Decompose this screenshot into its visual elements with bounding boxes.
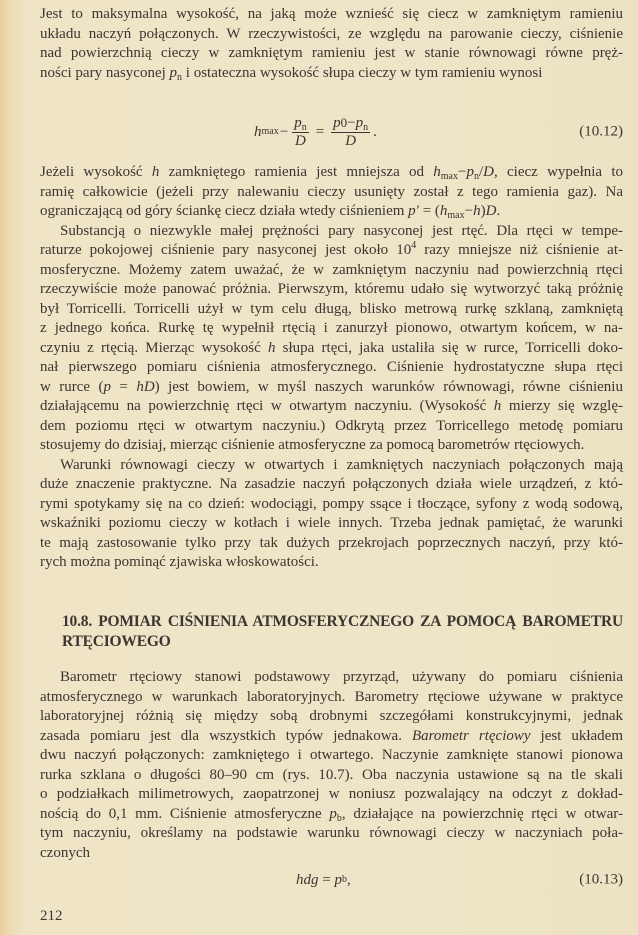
text-line	[40, 319, 623, 339]
paragraph-1	[40, 5, 623, 83]
text-line	[40, 436, 623, 456]
italic-text: h	[267, 339, 276, 356]
text-line	[40, 261, 623, 281]
text-line	[40, 766, 623, 786]
text-line	[40, 688, 623, 708]
paragraph-2	[40, 163, 623, 222]
text-line	[40, 785, 623, 805]
sup-script: 4	[411, 240, 417, 251]
italic-text: h	[439, 203, 448, 219]
text-run: rurka szklana o długości 80–90 cm (rys. 10.7). Oba naczynia ustawione są na tle skali	[40, 766, 623, 783]
eq-fraction	[331, 114, 370, 150]
text-run: razy mniejsze niż ciśnienie at-	[416, 242, 623, 258]
eq-equals: =	[315, 123, 325, 140]
equation-10-12	[40, 110, 623, 154]
sub-script: max	[440, 171, 458, 182]
text-run: dwu naczyń połączonych: zamkniętego i otwartego. Naczynie zamknięte stanowi pionowa	[40, 747, 623, 763]
eq-sub: 0	[340, 115, 348, 130]
text-line	[40, 202, 623, 222]
text-line	[40, 668, 623, 688]
italic-text: p	[103, 378, 111, 395]
sub-script: b	[336, 812, 342, 824]
eq-var: p	[333, 115, 341, 131]
text-line	[40, 417, 623, 437]
text-run: z jednego końca. Rurkę tę wypełnił rtęcią i zanurzył pionowo, otwartym końcem, w na-	[40, 320, 623, 336]
text-run: ograniczającą od góry ściankę ciecz działa wtedy ciśnieniem	[40, 203, 409, 219]
text-line	[40, 534, 623, 554]
text-line	[40, 553, 623, 573]
text-run: tym naczyniu, określamy na podstawie warunku równowagi cieczy w naczyniach poła-	[40, 825, 623, 841]
text-run: i ostateczna wysokość słupa cieczy w tym ramieniu wynosi	[182, 64, 543, 81]
text-run: nością do 0,1 mm. Ciśnienie atmosferyczne	[40, 805, 330, 822]
text-line	[40, 222, 623, 242]
text-line	[40, 805, 623, 825]
text-run: stosujemy do dzisiaj, mierząc ciśnienie atmosferyczne za pomocą barometrów rtęciowych.	[40, 437, 585, 453]
text-line	[40, 824, 623, 844]
text-run: Jeżeli wysokość	[40, 164, 152, 180]
text-line	[40, 300, 623, 320]
text-line	[40, 163, 623, 183]
heading-line: 10.8. POMIAR CIŚNIENIA ATMOSFERYCZNEGO ZA POMOCĄ BAROMETRU	[62, 613, 623, 630]
text-run: rych można pominąć zjawiska włoskowatości.	[40, 554, 319, 570]
text-run: raturze pokojowej ciśnienie pary nasyconej jest około 10	[40, 242, 412, 258]
text-run: rymi spotykamy się na co dzień: wodociągi, pompy ssące i tłoczące, syfony z wodą sodową,	[40, 495, 623, 512]
equation-body: hdg = p b ,	[296, 871, 351, 888]
text-run: = (	[418, 203, 440, 219]
text-run: Jest to maksymalna wysokość, na jaką może wznieść się ciecz w zamkniętym ramieniu	[40, 6, 623, 22]
eq-fraction	[292, 115, 309, 150]
eq-var: hdg	[296, 871, 319, 888]
text-line	[40, 280, 623, 300]
text-run: =	[111, 378, 137, 395]
eq-den: D	[295, 132, 306, 149]
text-run: Warunki równowagi cieczy w otwartych i zamkniętych naczyniach połączonych mają	[60, 456, 623, 473]
text-line	[40, 25, 623, 45]
text-run: , ciecz wypełnia to	[493, 164, 624, 180]
text-run: wskaźniki poziomu cieczy w kotłach i wiele innych. Trzeba jednak pamiętać, że warunki	[40, 515, 623, 531]
equation-10-13	[40, 858, 623, 902]
italic-text: D	[483, 164, 494, 180]
text-run: o podziałkach milimetrowych, zaopatrzonej w noniusz pozwalający na odczyt z dokład-	[40, 786, 623, 802]
italic-text: p	[329, 805, 337, 822]
italic-text: p′	[408, 203, 419, 219]
italic-text: h	[473, 203, 481, 219]
eq-var: p	[294, 114, 302, 131]
text-run: zamkniętego ramienia jest mniejsza od	[159, 164, 434, 180]
text-run: czyniu z rtęcią. Mierząc wysokość	[40, 339, 268, 356]
eq-minus: −	[347, 115, 356, 131]
eq-sub: n	[363, 122, 369, 133]
text-run: mosferyczne. Możemy zatem uważać, że w zamkniętym naczyniu nad powierzchnią rtęci	[40, 261, 623, 278]
text-run: dem poziomu rtęci w otwartym naczyniu.) Odkrytą przez Torricellego metodę pomiaru	[40, 417, 623, 434]
text-run: Substancją o niezwykle małej prężności pary nasyconej jest rtęć. Dla rtęci w tempe-	[60, 222, 623, 239]
eq-den: D	[345, 133, 357, 149]
sub-script: n	[177, 71, 183, 83]
text-run: czonych	[40, 844, 90, 861]
text-line	[40, 358, 623, 378]
text-line	[40, 746, 623, 766]
text-run: Barometr rtęciowy stanowi podstawowy przyrząd, używany do pomiaru ciśnienia	[60, 669, 623, 685]
italic-text: hD	[136, 378, 155, 395]
text-line	[40, 241, 623, 261]
eq-equals: =	[318, 871, 335, 888]
text-line	[40, 64, 623, 84]
text-run: ) jest bowiem, w myśl naszych warunków równowagi, równe ciśnieniu	[154, 378, 623, 395]
italic-text: p	[169, 64, 178, 81]
text-run: ności pary nasyconej	[40, 64, 170, 81]
heading-line: RTĘCIOWEGO	[62, 633, 171, 650]
text-run: w rurce (	[40, 378, 104, 395]
paragraph-5	[40, 668, 623, 863]
text-line	[40, 378, 623, 398]
text-run: .	[496, 203, 501, 219]
text-run: nad powierzchnią cieczy w zamkniętym ramieniu jest w stanie równowagi równe pręż-	[40, 45, 623, 61]
text-run: jest układem	[530, 727, 623, 744]
italic-text: h	[433, 164, 441, 180]
text-run: ramię całkowicie (jeżeli przy nalewaniu cieczy usunięty został z tego ramienia gaz). Na	[40, 183, 623, 200]
text-run: był Torricelli. Torricelli użył w tym celu długą, blisko metrową rurkę szklaną, zamkniętą	[40, 300, 623, 317]
italic-text: D	[485, 203, 497, 219]
text-line	[40, 44, 623, 64]
paragraph-4	[40, 456, 623, 573]
italic-text: p	[466, 164, 474, 180]
text-run: nał pierwszego pomiaru ciśnienia atmosferycznego. Ciśnienie hydrostatyczne słupa rtęci	[40, 359, 623, 375]
text-line	[40, 456, 623, 476]
text-run: duże znaczenie praktyczne. Na zasadzie naczyń połączonych działa wiele urządzeń, z któ-	[40, 476, 623, 492]
eq-var: p	[334, 871, 342, 888]
text-line	[40, 183, 623, 203]
text-line	[40, 495, 623, 515]
section-heading	[62, 612, 623, 652]
text-run: , działające na powierzchnię rtęci w otwar-	[341, 805, 623, 822]
text-run: atmosferycznego w warunkach laboratoryjnych. Barometry rtęciowe używane w praktyce	[40, 688, 623, 705]
text-line	[40, 397, 623, 417]
eq-sub: n	[301, 121, 307, 133]
text-line	[40, 339, 623, 359]
equation-number: (10.12)	[579, 123, 623, 140]
text-run: laboratoryjnej różnią się między sobą drobnymi szczegółami konstrukcyjnymi, jednak	[40, 708, 623, 724]
equation-number: (10.13)	[579, 871, 623, 888]
page-number: 212	[40, 908, 63, 924]
text-run: rzeczywiście może panować próżnia. Pierwszym, któremu udało się wytworzyć taką próżnię	[40, 281, 623, 297]
italic-text: Barometr rtęciowy	[411, 727, 531, 744]
text-run: −	[458, 164, 467, 180]
text-line	[40, 475, 623, 495]
italic-text: h	[493, 398, 502, 414]
text-run: te mają zastosowanie tylko przy tak dużych przekrojach poprzecznych naczyń, przy któ-	[40, 534, 623, 551]
eq-end: .	[373, 123, 377, 140]
paragraph-3	[40, 222, 623, 456]
text-run: słupa rtęci, jaka ustaliła się w rurce, Torricelli doko-	[275, 339, 623, 356]
eq-var: p	[355, 115, 364, 131]
text-run: /	[478, 164, 484, 180]
text-line	[40, 5, 623, 25]
text-run: mierzy się wzglę-	[501, 398, 623, 414]
sub-script: n	[473, 171, 479, 182]
text-run: układu naczyń połączonych. W rzeczywistości, ze względu na parowanie cieczy, ciśnienie	[40, 25, 623, 42]
eq-var: h	[254, 123, 262, 140]
text-run: )	[480, 203, 486, 219]
italic-text: h	[151, 164, 160, 180]
text-line	[40, 727, 623, 747]
eq-end: ,	[346, 871, 351, 888]
text-run: zasada pomiaru jest dla wszystkich typów jednakowa.	[40, 727, 412, 744]
text-line	[40, 514, 623, 534]
sub-script: max	[447, 210, 465, 221]
text-line	[40, 707, 623, 727]
text-run: −	[464, 203, 474, 219]
text-run: działającemu na powierzchnię rtęci w otwartym naczyniu. (Wysokość	[40, 398, 494, 414]
equation-body: h max − $\frac{p_n}{D}$ = $\frac{p0-p_n}{D}$ .	[254, 114, 377, 149]
eq-minus: −	[279, 123, 289, 140]
